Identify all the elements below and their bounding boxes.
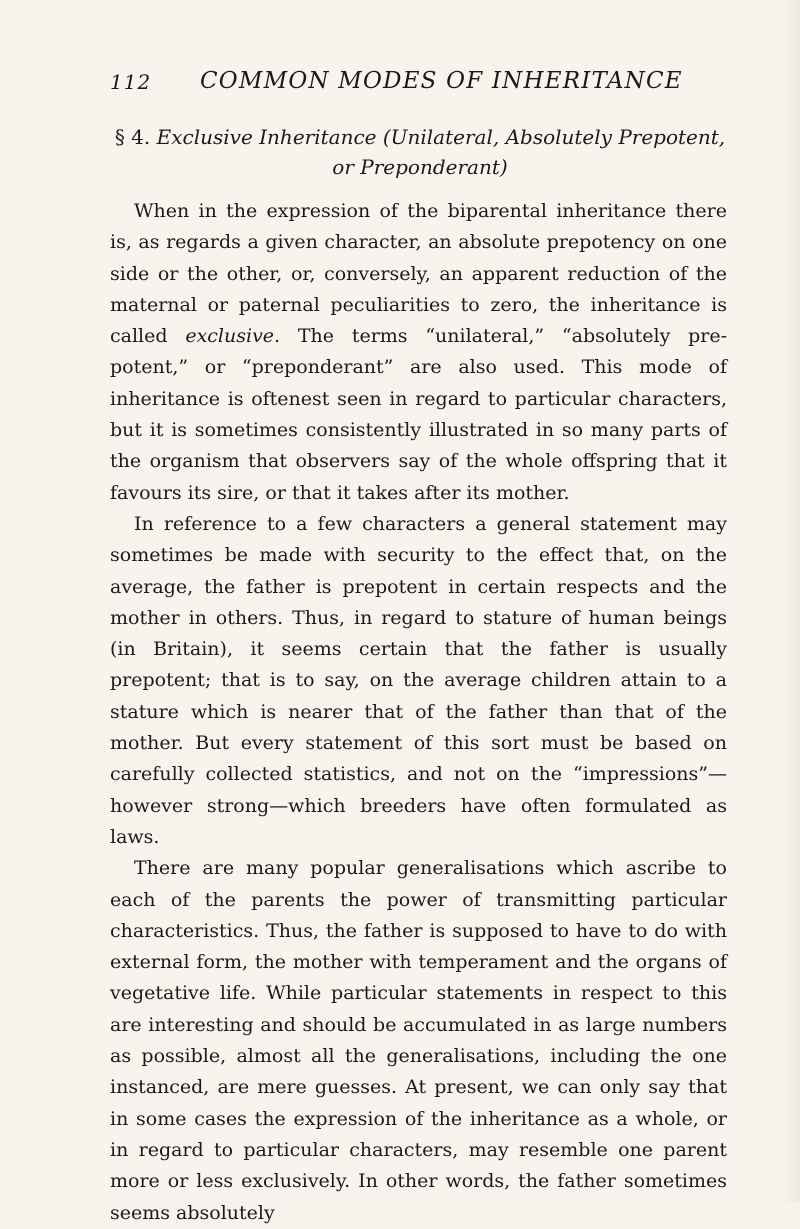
page-number: 112 [110, 70, 152, 94]
running-title: COMMON MODES OF INHERITANCE [200, 68, 683, 94]
paragraph-1-text-b: The terms “unilateral,” “absolutely pre-potent,” or “preponderant” are also used. This mode of inheritance is oftenest seen in regard to particular characters, but it is sometimes consistently illustrated in so many parts of the organism that observers say of the whole offspring that it favours its sire, or that it takes after its mother. [110, 325, 727, 504]
paragraph-1 [110, 196, 727, 509]
section-number: § 4. [114, 125, 151, 149]
body-text [110, 196, 727, 1229]
paragraph-2: In reference to a few characters a general statement may sometimes be made with security to the effect that, on the average, the father is prepotent in certain respects and the mother in others. Thus, in regard to stature of human beings (in Britain), it seems certain that the father is usually prepotent; that is to say, on the average children attain to a stature which is nearer that of the father than that of the mother. But every statement of this sort must be based on carefully collected statistics, and not on the “impressions”—however strong—which breeders have often formulated as laws. [110, 512, 727, 848]
running-head [110, 68, 730, 104]
section-title: Exclusive Inheritance (Unilateral, Absolutely Prepotent, or Preponderant) [156, 125, 726, 179]
paragraph-1-text-a: When in the expression of the biparental inheritance there is, as regards a given character, an absolute prepotency on one side or the other, or, conversely, an apparent reduction of the maternal or paternal peculiarities to zero, the inheritance is called [110, 200, 727, 348]
emphasized-term: exclusive. [185, 325, 281, 348]
section-heading [110, 122, 730, 182]
paragraph-3: There are many popular generalisations which ascribe to each of the parents the power of transmitting particular characteristics. Thus, the father is supposed to have to do with external form, the mother with temperament and the organs of vegetative life. While particular statements in respect to this are interesting and should be accumulated in as large numbers as possible, almost all the generalisations, including the one instanced, are mere guesses. At present, we can only say that in some cases the expression of the inheritance as a whole, or in regard to particular characters, may resemble one parent more or less exclusively. In other words, the father sometimes seems absolutely [110, 857, 727, 1224]
